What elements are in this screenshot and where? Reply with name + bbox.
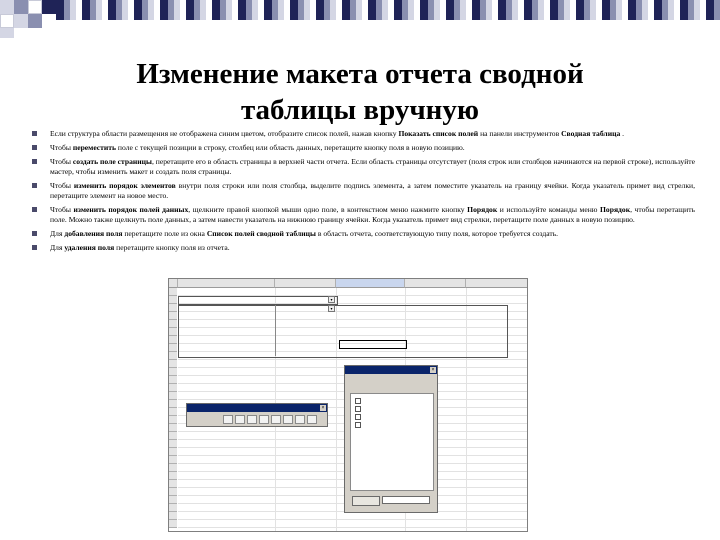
row-header bbox=[169, 296, 177, 304]
field-item[interactable] bbox=[355, 422, 363, 428]
pivot-field-list-window bbox=[344, 365, 438, 513]
bullet-text: , чтобы перетащить поле. Можно также щелкнуть поле данных, а затем навести указатель на нижнюю границу ячейки. Когда указатель примет вид стрелки, перетащите поле данных в новую позицию. bbox=[50, 205, 695, 224]
bold-term: изменить порядок элементов bbox=[73, 181, 176, 190]
toolbar-buttons bbox=[187, 412, 327, 425]
bullet-text: . bbox=[620, 129, 625, 138]
row-header bbox=[169, 520, 177, 528]
show-detail-icon[interactable] bbox=[259, 415, 269, 424]
bold-term: изменить порядок полей данных bbox=[73, 205, 189, 214]
pivot-table-toolbar bbox=[186, 403, 328, 427]
field-item[interactable] bbox=[355, 406, 363, 412]
decorative-checker-band bbox=[0, 0, 720, 40]
row-header bbox=[169, 392, 177, 400]
pivot-data-area bbox=[178, 305, 508, 358]
include-hidden-items-icon[interactable] bbox=[283, 415, 293, 424]
bullet-text: поле с текущей позиции в строку, столбец или область данных, перетащите кнопку поля в новую позицию. bbox=[116, 143, 465, 152]
instruction-bullet-list bbox=[32, 129, 695, 257]
bullet-text: перетащите кнопку поля из отчета. bbox=[114, 243, 230, 252]
row-header bbox=[169, 432, 177, 440]
slide-title bbox=[60, 56, 660, 128]
column-header-e bbox=[466, 279, 528, 288]
field-settings-icon[interactable] bbox=[295, 415, 305, 424]
row-header bbox=[169, 504, 177, 512]
bold-term: создать поле страницы bbox=[72, 157, 152, 166]
bold-term: удаления поля bbox=[64, 243, 115, 252]
bullet-item bbox=[32, 243, 695, 253]
bullet-square-icon bbox=[32, 159, 37, 164]
row-header bbox=[169, 400, 177, 408]
checkbox-icon[interactable] bbox=[355, 406, 361, 412]
row-header bbox=[169, 360, 177, 368]
row-header bbox=[169, 456, 177, 464]
row-header bbox=[169, 440, 177, 448]
slide-title-line-2: таблицы вручную bbox=[240, 94, 480, 126]
row-header bbox=[169, 416, 177, 424]
bullet-text: внутри поля строки или поля столбца, выделите подпись элемента, а затем поместите указатель на границу ячейки. Когда указатель примет вид стрелки, перетащите элемент на новое место. bbox=[50, 181, 695, 200]
bullet-item bbox=[32, 129, 695, 139]
bullet-item bbox=[32, 157, 695, 177]
corner-header bbox=[169, 279, 178, 288]
row-header bbox=[169, 424, 177, 432]
chart-wizard-icon[interactable] bbox=[235, 415, 245, 424]
row-header bbox=[169, 328, 177, 336]
bold-term: Показать список полей bbox=[398, 129, 479, 138]
bullet-text: на панели инструментов bbox=[478, 129, 562, 138]
column-header-b bbox=[275, 279, 336, 288]
bullet-text: Для bbox=[50, 229, 65, 238]
bold-term: добавления поля bbox=[64, 229, 123, 238]
row-header bbox=[169, 320, 177, 328]
bullet-text: и используйте команды меню bbox=[497, 205, 601, 214]
bullet-text: Чтобы bbox=[50, 143, 73, 152]
bullet-square-icon bbox=[32, 183, 37, 188]
bullet-text: Чтобы bbox=[50, 157, 73, 166]
bullet-square-icon bbox=[32, 145, 37, 150]
bold-term: переместить bbox=[72, 143, 117, 152]
show-field-list-icon[interactable] bbox=[307, 415, 317, 424]
row-header bbox=[169, 464, 177, 472]
row-header bbox=[169, 368, 177, 376]
checkbox-icon[interactable] bbox=[355, 422, 361, 428]
field-item[interactable] bbox=[355, 398, 363, 404]
bullet-text: , щелкните правой кнопкой мыши одно поле, в контекстном меню нажмите кнопку bbox=[188, 205, 468, 214]
bullet-text: , перетащите его в область страницы в верхней части отчета. Если область страницы отсутствует (поля строк или столбцов начинаются на первой строке), используйте мастер, чтобы изменить макет и создать поля страницы. bbox=[50, 157, 695, 176]
row-header bbox=[169, 448, 177, 456]
field-list-controls bbox=[350, 494, 432, 506]
bullet-text: перетащите поле из окна bbox=[122, 229, 207, 238]
grid-line bbox=[178, 519, 527, 520]
row-header bbox=[169, 304, 177, 312]
add-to-button[interactable] bbox=[352, 496, 380, 506]
dropdown-arrow-icon[interactable]: ▾ bbox=[328, 305, 335, 312]
field-list-box bbox=[350, 393, 434, 491]
row-header bbox=[169, 384, 177, 392]
pivot-divider bbox=[275, 305, 276, 356]
close-icon[interactable]: × bbox=[321, 405, 325, 411]
grid-line bbox=[178, 359, 527, 360]
slide-title-line-1: Изменение макета отчета сводной bbox=[136, 58, 584, 90]
row-header bbox=[169, 312, 177, 320]
selected-cell bbox=[339, 340, 407, 349]
column-header-d bbox=[405, 279, 466, 288]
row-header bbox=[169, 352, 177, 360]
row-header bbox=[169, 472, 177, 480]
grid-line bbox=[178, 527, 527, 528]
column-header-a bbox=[178, 279, 275, 288]
row-header bbox=[169, 496, 177, 504]
bullet-square-icon bbox=[32, 207, 37, 212]
hide-detail-icon[interactable] bbox=[247, 415, 257, 424]
checkbox-icon[interactable] bbox=[355, 414, 361, 420]
bullet-text: в область отчета, соответствующую типу поля, которое требуется создать. bbox=[315, 229, 559, 238]
column-header-c bbox=[336, 279, 405, 288]
area-select[interactable] bbox=[382, 496, 430, 504]
bullet-item bbox=[32, 205, 695, 225]
row-header bbox=[169, 336, 177, 344]
row-header bbox=[169, 480, 177, 488]
bold-term: Порядок bbox=[467, 205, 498, 214]
format-report-icon[interactable] bbox=[223, 415, 233, 424]
bullet-item bbox=[32, 181, 695, 201]
bold-term: Сводная таблица bbox=[561, 129, 621, 138]
bullet-item bbox=[32, 143, 695, 153]
close-icon[interactable]: × bbox=[431, 367, 435, 373]
pivot-page-field-area bbox=[178, 296, 338, 305]
toolbar-title-bar bbox=[187, 404, 327, 412]
bullet-square-icon bbox=[32, 245, 37, 250]
refresh-data-icon[interactable] bbox=[271, 415, 281, 424]
checkbox-icon[interactable] bbox=[355, 398, 361, 404]
bold-term: Порядок bbox=[600, 205, 631, 214]
bold-term: Список полей сводной таблицы bbox=[206, 229, 316, 238]
bullet-item bbox=[32, 229, 695, 239]
field-item[interactable] bbox=[355, 414, 363, 420]
row-header bbox=[169, 288, 177, 296]
row-header bbox=[169, 376, 177, 384]
row-header bbox=[169, 512, 177, 520]
bullet-text: Чтобы bbox=[50, 181, 74, 190]
bullet-square-icon bbox=[32, 131, 37, 136]
bullet-text: Для bbox=[50, 243, 65, 252]
row-header bbox=[169, 488, 177, 496]
row-header bbox=[169, 408, 177, 416]
dropdown-arrow-icon[interactable]: ▾ bbox=[328, 296, 335, 303]
bullet-text: Если структура области размещения не отображена синим цветом, отобразите список полей, нажав кнопку bbox=[50, 129, 399, 138]
row-header bbox=[169, 344, 177, 352]
field-list-title-bar bbox=[345, 366, 437, 374]
bullet-text: Чтобы bbox=[50, 205, 74, 214]
bullet-square-icon bbox=[32, 231, 37, 236]
